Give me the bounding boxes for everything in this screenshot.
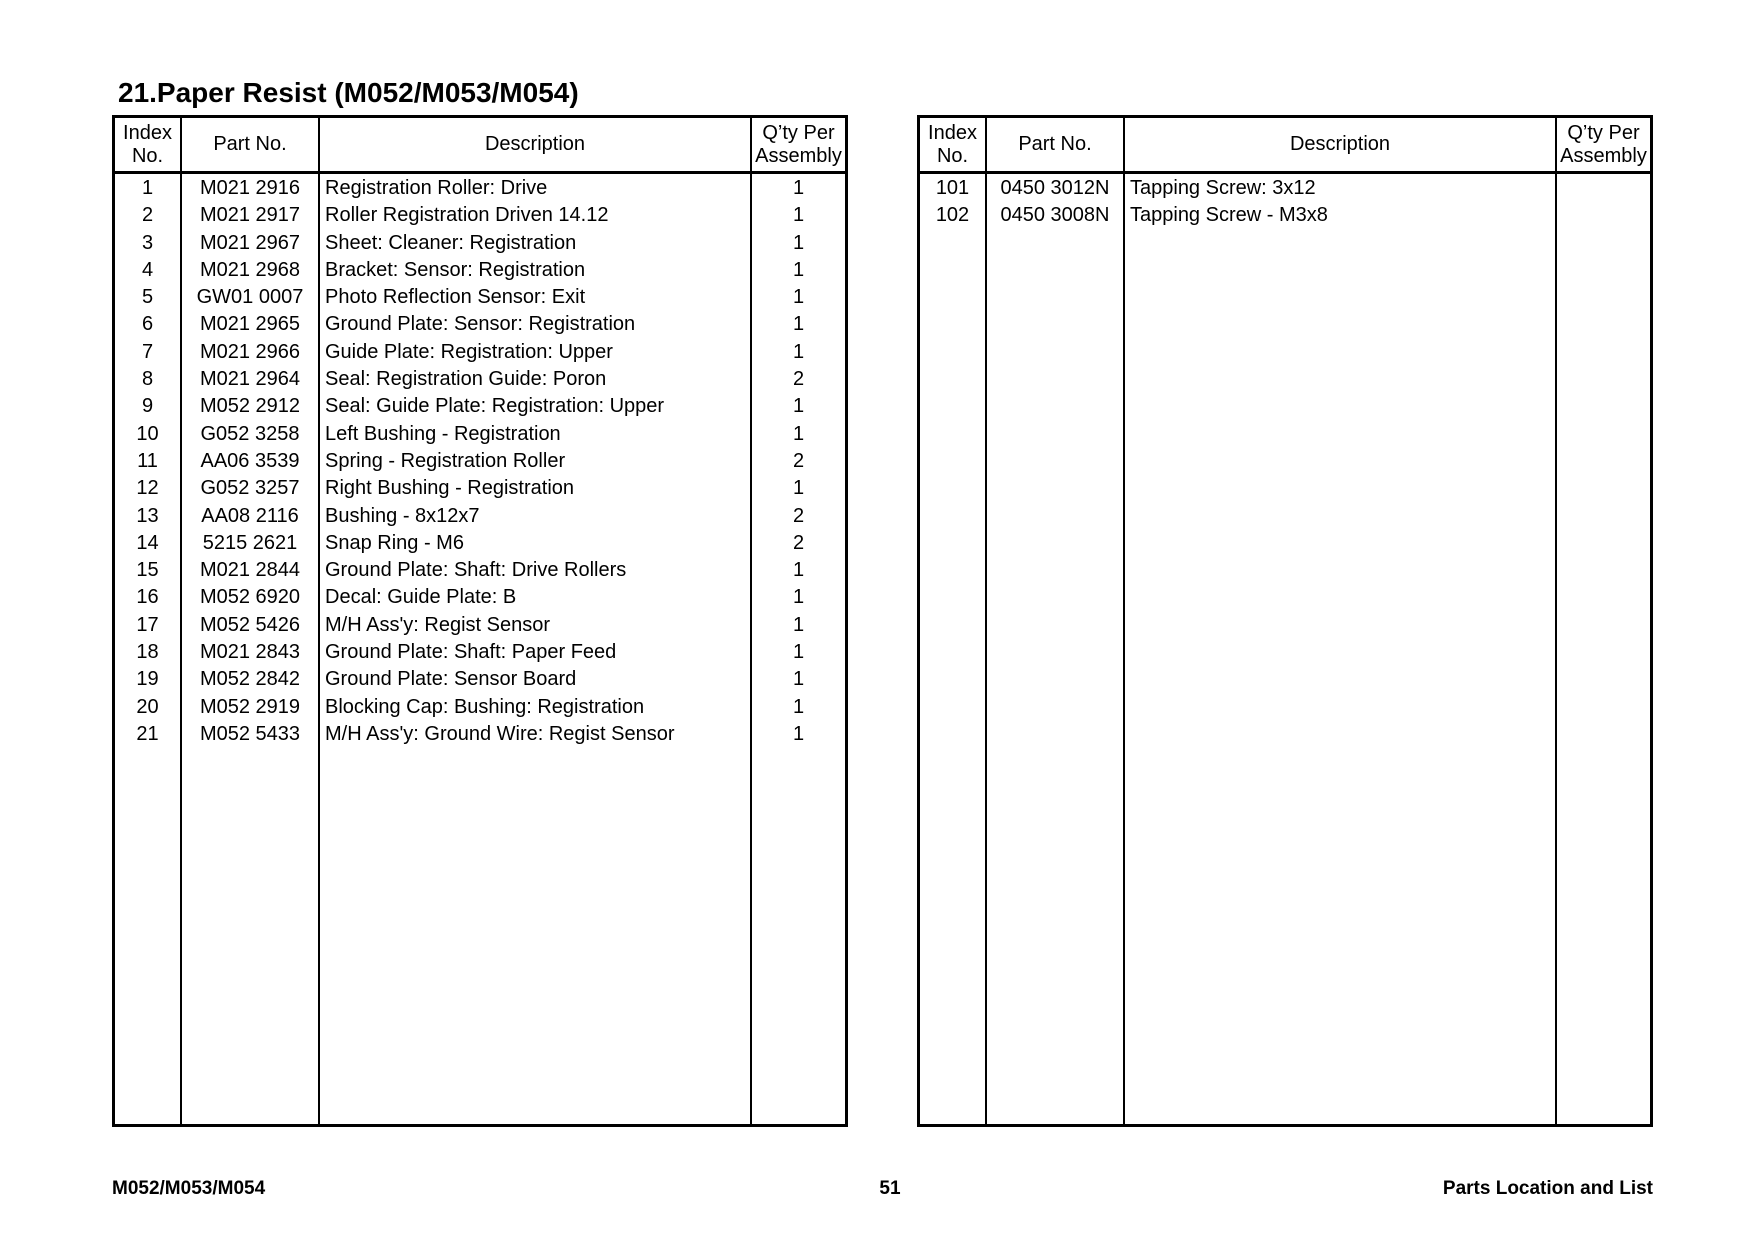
table-row	[115, 311, 845, 338]
table-row	[115, 366, 845, 393]
table-row	[920, 175, 1650, 202]
cell-index: 4	[141, 258, 154, 281]
cell-description: M/H Ass'y: Regist Sensor	[325, 613, 550, 636]
cell-qty	[1557, 202, 1650, 229]
parts-table-left	[112, 115, 848, 1127]
cell-index: 6	[141, 313, 154, 336]
header-part-no-label: Part No.	[1018, 133, 1092, 155]
cell-part-no: M052 6920	[199, 586, 301, 609]
cell-qty: 1	[792, 177, 805, 199]
table-row	[115, 257, 845, 284]
header-description	[1125, 118, 1555, 171]
cell-qty: 1	[792, 286, 805, 309]
cell-description: Bracket: Sensor: Registration	[325, 258, 586, 281]
cell-description: Seal: Guide Plate: Registration: Upper	[325, 395, 665, 418]
header-part-no-label: Part No.	[213, 133, 287, 155]
footer-page-number: 51	[879, 1178, 901, 1199]
cell-part-no: M021 2967	[199, 231, 301, 254]
table-body-left	[115, 175, 845, 748]
cell-part-no: M052 5426	[199, 613, 301, 636]
table-body-right	[920, 175, 1650, 230]
cell-index: 14	[136, 531, 159, 554]
cell-description: Tapping Screw - M3x8	[1130, 204, 1328, 227]
table-row	[920, 202, 1650, 229]
header-qty-line1: Q’ty Per	[762, 121, 835, 144]
cell-part-no: M021 2968	[199, 258, 301, 281]
cell-index: 5	[141, 286, 154, 309]
cell-description: Blocking Cap: Bushing: Registration	[325, 695, 645, 718]
table-row	[115, 666, 845, 693]
cell-part-no: M021 2844	[199, 559, 301, 582]
column-divider	[1555, 118, 1557, 1124]
table-row	[115, 393, 845, 420]
cell-qty: 1	[792, 231, 805, 254]
cell-index: 9	[141, 395, 154, 418]
cell-qty: 1	[792, 340, 805, 363]
header-index	[115, 118, 180, 171]
cell-qty: 1	[792, 559, 805, 582]
cell-part-no: G052 3257	[200, 477, 300, 500]
header-description-label: Description	[484, 133, 586, 155]
cell-part-no: 0450 3008N	[1000, 204, 1110, 227]
cell-index: 11	[137, 449, 158, 472]
cell-description: Decal: Guide Plate: B	[325, 586, 517, 609]
table-row	[115, 639, 845, 666]
header-qty-line1: Q’ty Per	[1567, 121, 1640, 144]
header-divider	[920, 171, 1650, 174]
header-qty	[1557, 118, 1650, 171]
table-row	[115, 612, 845, 639]
cell-qty: 1	[792, 586, 805, 609]
page-title: 21.Paper Resist (M052/M053/M054)	[118, 77, 579, 108]
cell-qty: 1	[792, 313, 805, 336]
cell-description: Ground Plate: Shaft: Drive Rollers	[325, 559, 627, 582]
cell-description: Roller Registration Driven 14.12	[325, 204, 609, 227]
cell-part-no: AA06 3539	[200, 449, 300, 472]
table-row	[115, 284, 845, 311]
table-row	[115, 694, 845, 721]
cell-part-no: M021 2965	[199, 313, 301, 336]
cell-part-no: M021 2917	[199, 204, 301, 227]
cell-index: 101	[935, 177, 970, 199]
cell-description: Ground Plate: Shaft: Paper Feed	[325, 641, 617, 664]
cell-index: 2	[141, 204, 154, 227]
cell-qty: 2	[792, 368, 805, 391]
cell-description: Seal: Registration Guide: Poron	[325, 368, 607, 391]
footer-section: Parts Location and List	[1442, 1178, 1653, 1199]
header-description-label: Description	[1289, 133, 1391, 155]
cell-index: 3	[141, 231, 154, 254]
cell-description: Tapping Screw: 3x12	[1130, 177, 1316, 199]
cell-qty: 1	[792, 695, 805, 718]
column-divider	[1123, 118, 1125, 1124]
cell-qty: 1	[792, 258, 805, 281]
table-row	[115, 339, 845, 366]
cell-index: 7	[141, 340, 154, 363]
cell-part-no: M052 2842	[199, 668, 301, 691]
cell-description: Ground Plate: Sensor: Registration	[325, 313, 636, 336]
cell-index: 1	[141, 177, 154, 199]
cell-qty: 1	[792, 641, 805, 664]
header-divider	[115, 171, 845, 174]
cell-description: Ground Plate: Sensor Board	[325, 668, 577, 691]
cell-part-no: M052 2919	[199, 695, 301, 718]
header-index-line1: Index	[123, 121, 172, 144]
table-row	[115, 721, 845, 748]
cell-part-no: M021 2964	[199, 368, 301, 391]
cell-index: 12	[136, 477, 159, 500]
cell-qty: 2	[792, 504, 805, 527]
header-index-line2: No.	[936, 144, 969, 167]
cell-part-no: G052 3258	[200, 422, 300, 445]
cell-qty	[1557, 175, 1650, 202]
cell-index: 16	[136, 586, 159, 609]
cell-qty: 1	[792, 722, 805, 745]
header-qty-line2: Assembly	[755, 144, 842, 167]
header-index-line1: Index	[928, 121, 977, 144]
table-row	[115, 230, 845, 257]
cell-part-no: 5215 2621	[202, 531, 298, 554]
cell-index: 13	[136, 504, 159, 527]
table-row	[115, 475, 845, 502]
cell-qty: 1	[792, 204, 805, 227]
cell-qty: 1	[792, 668, 805, 691]
cell-qty: 2	[792, 449, 805, 472]
cell-index: 17	[136, 613, 159, 636]
cell-index: 8	[141, 368, 154, 391]
header-description	[320, 118, 750, 171]
cell-index: 19	[136, 668, 159, 691]
parts-table-right	[917, 115, 1653, 1127]
cell-index: 102	[935, 204, 970, 227]
cell-description: M/H Ass'y: Ground Wire: Regist Sensor	[325, 722, 675, 745]
cell-index: 21	[136, 722, 159, 745]
table-row	[115, 202, 845, 229]
cell-part-no: M052 2912	[199, 395, 301, 418]
column-divider	[985, 118, 987, 1124]
cell-part-no: AA08 2116	[201, 504, 299, 527]
cell-description: Sheet: Cleaner: Registration	[325, 231, 577, 254]
header-index-line2: No.	[131, 144, 164, 167]
table-row	[115, 503, 845, 530]
cell-description: Guide Plate: Registration: Upper	[325, 340, 613, 363]
header-qty	[752, 118, 845, 171]
cell-index: 10	[136, 422, 159, 445]
cell-part-no: 0450 3012N	[1000, 177, 1110, 199]
footer-model: M052/M053/M054	[112, 1178, 266, 1199]
cell-description: Bushing - 8x12x7	[325, 504, 480, 527]
cell-qty: 1	[792, 613, 805, 636]
cell-part-no: M021 2916	[199, 177, 301, 199]
header-part-no	[987, 118, 1123, 171]
table-row	[115, 584, 845, 611]
table-row	[115, 175, 845, 202]
cell-index: 18	[136, 641, 159, 664]
cell-description: Left Bushing - Registration	[325, 422, 561, 445]
header-part-no	[182, 118, 318, 171]
cell-qty: 1	[792, 422, 805, 445]
cell-qty: 1	[792, 477, 805, 500]
cell-index: 15	[136, 559, 159, 582]
table-row	[115, 421, 845, 448]
header-index	[920, 118, 985, 171]
cell-description: Registration Roller: Drive	[325, 177, 548, 199]
cell-qty: 2	[792, 531, 805, 554]
cell-description: Right Bushing - Registration	[325, 477, 575, 500]
cell-qty: 1	[792, 395, 805, 418]
cell-part-no: GW01 0007	[196, 286, 304, 309]
cell-index: 20	[136, 695, 159, 718]
cell-description: Snap Ring - M6	[325, 531, 464, 554]
cell-part-no: M021 2843	[199, 641, 301, 664]
table-row	[115, 557, 845, 584]
table-row	[115, 530, 845, 557]
header-qty-line2: Assembly	[1560, 144, 1647, 167]
cell-description: Photo Reflection Sensor: Exit	[325, 286, 586, 309]
cell-part-no: M021 2966	[199, 340, 301, 363]
cell-description: Spring - Registration Roller	[325, 449, 566, 472]
cell-part-no: M052 5433	[199, 722, 301, 745]
table-row	[115, 448, 845, 475]
